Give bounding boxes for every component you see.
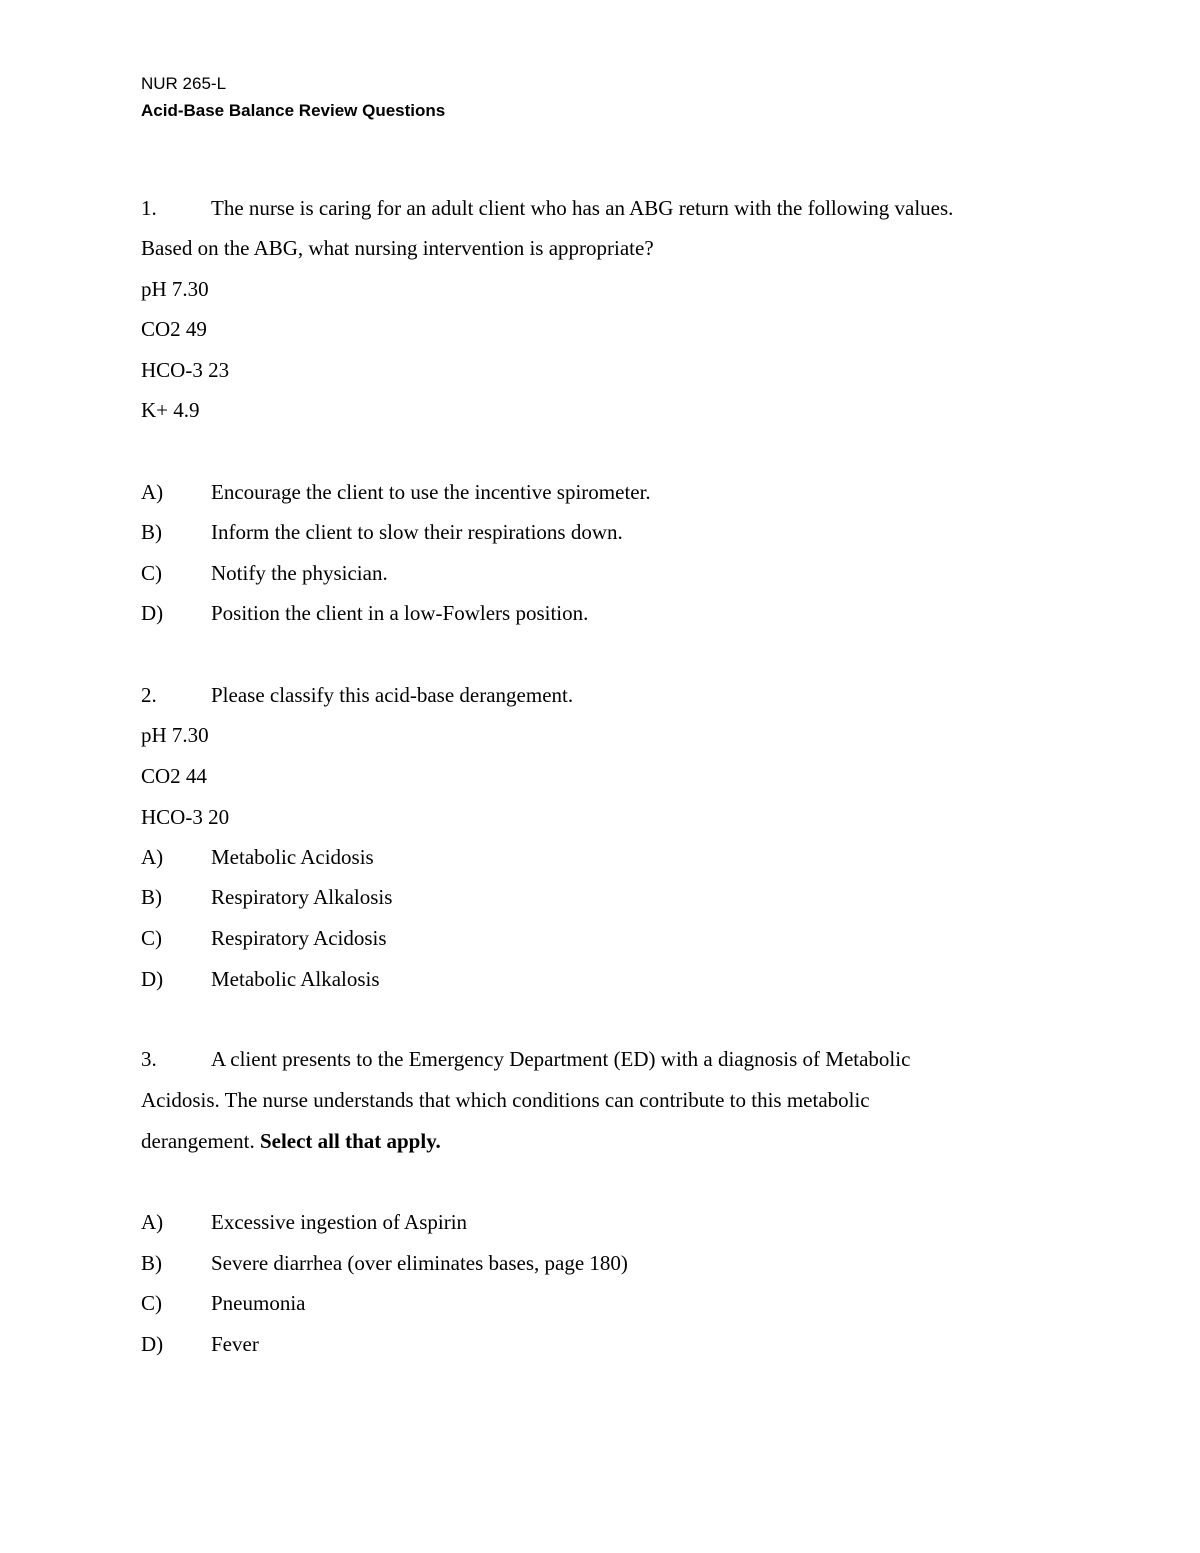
option-letter: D) [141, 967, 164, 991]
option-text: Notify the physician. [211, 561, 388, 585]
option-text: Excessive ingestion of Aspirin [211, 1210, 468, 1234]
question-stem: The nurse is caring for an adult client who has an ABG return with the following values. [211, 196, 954, 220]
option-letter: A) [141, 845, 164, 869]
select-all-instruction: Select all that apply. [259, 1129, 441, 1153]
option-letter: D) [141, 1332, 164, 1356]
abg-value: CO2 44 [141, 764, 207, 788]
document-title: Acid-Base Balance Review Questions [141, 101, 446, 120]
option-text: Inform the client to slow their respirations down. [211, 520, 623, 544]
abg-value: HCO-3 20 [141, 805, 230, 829]
question-3-stem-line-3 [141, 1128, 441, 1154]
question-number: 3. [141, 1047, 157, 1071]
option-text: Position the client in a low-Fowlers position. [211, 601, 589, 625]
abg-value: pH 7.30 [141, 277, 209, 301]
option-letter: D) [141, 601, 164, 625]
abg-value: CO2 49 [141, 317, 207, 341]
option-text: Metabolic Alkalosis [211, 967, 380, 991]
option-letter: C) [141, 1291, 162, 1315]
option-text: Pneumonia [211, 1291, 306, 1315]
option-letter: A) [141, 480, 164, 504]
question-stem-text: derangement. [141, 1129, 255, 1153]
option-text: Respiratory Alkalosis [211, 885, 393, 909]
course-code: NUR 265-L [141, 74, 227, 93]
option-text: Metabolic Acidosis [211, 845, 374, 869]
option-letter: C) [141, 561, 162, 585]
option-text: Encourage the client to use the incentive spirometer. [211, 480, 651, 504]
option-letter: B) [141, 885, 162, 909]
option-text: Respiratory Acidosis [211, 926, 387, 950]
abg-value: HCO-3 23 [141, 358, 230, 382]
question-1-stem-line-2: Based on the ABG, what nursing intervention is appropriate? [141, 236, 654, 260]
option-letter: B) [141, 1251, 162, 1275]
abg-value: pH 7.30 [141, 723, 209, 747]
question-stem: Please classify this acid-base derangement. [211, 683, 574, 707]
option-letter: C) [141, 926, 162, 950]
abg-value: K+ 4.9 [141, 398, 200, 422]
option-letter: B) [141, 520, 162, 544]
question-number: 1. [141, 196, 157, 220]
option-text: Severe diarrhea (over eliminates bases, page 180) [211, 1251, 628, 1275]
question-stem: A client presents to the Emergency Department (ED) with a diagnosis of Metabolic [211, 1047, 911, 1071]
question-3-stem-line-2: Acidosis. The nurse understands that which conditions can contribute to this metabolic [141, 1088, 870, 1112]
question-number: 2. [141, 683, 157, 707]
option-letter: A) [141, 1210, 164, 1234]
option-text: Fever [211, 1332, 259, 1356]
